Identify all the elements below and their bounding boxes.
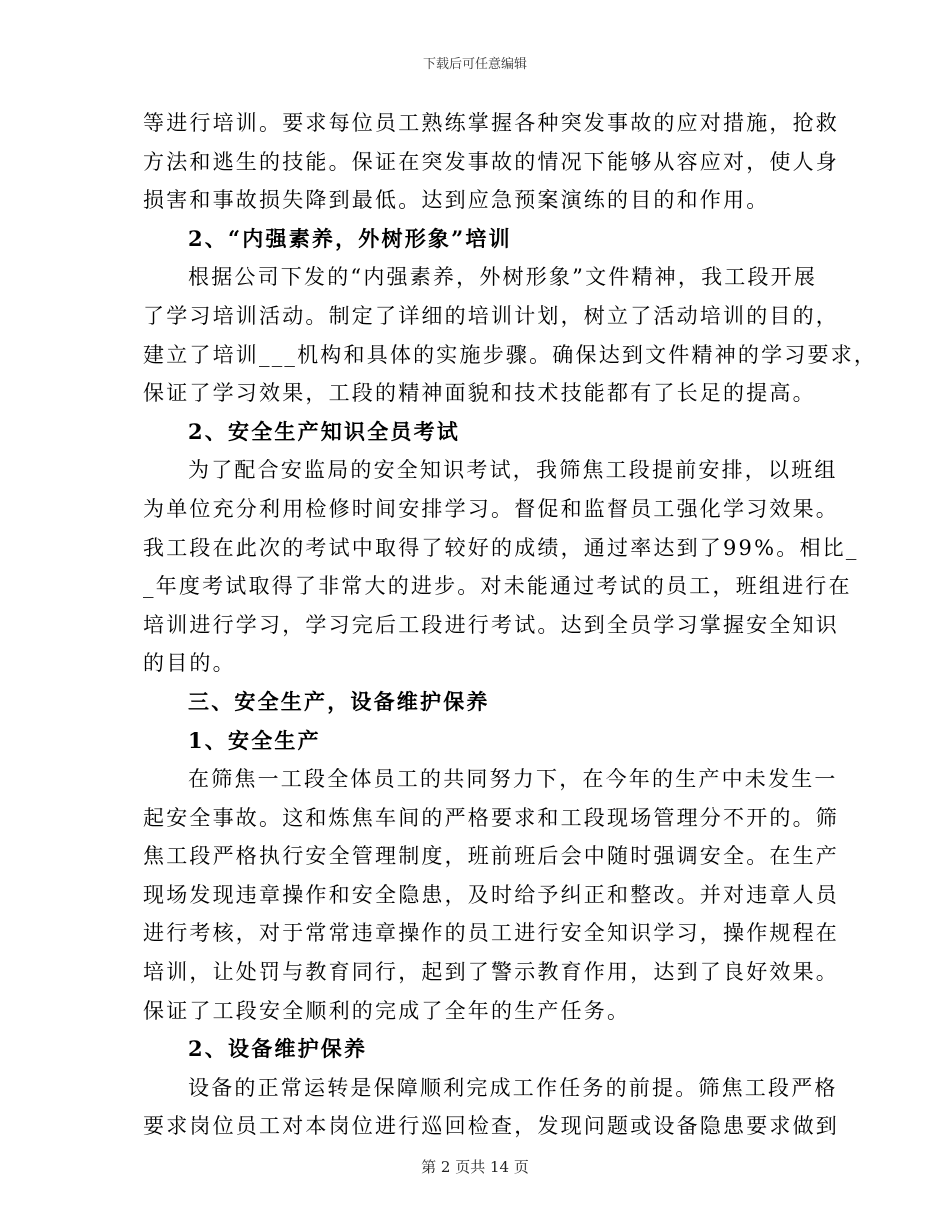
paragraph-line: 现场发现违章操作和安全隐患，及时给予纠正和整改。并对违章人员 <box>143 882 839 907</box>
paragraph-line: 的目的。 <box>143 651 236 676</box>
paragraph-line: 培训进行学习，学习完后工段进行考试。达到全员学习掌握安全知识 <box>143 612 839 637</box>
paragraph-line: 进行考核，对于常常违章操作的员工进行安全知识学习，操作规程在 <box>143 921 839 946</box>
paragraph-line: 起安全事故。这和炼焦车间的严格要求和工段现场管理分不开的。筛 <box>143 805 839 830</box>
section-heading: 2、安全生产知识全员考试 <box>188 418 461 444</box>
paragraph-line: 保证了学习效果，工段的精神面貌和技术技能都有了长足的提高。 <box>143 381 816 406</box>
section-heading: 三、安全生产，设备维护保养 <box>188 688 490 714</box>
paragraph-line: 要求岗位员工对本岗位进行巡回检查，发现问题或设备隐患要求做到 <box>143 1114 839 1139</box>
paragraph-line: 在筛焦一工段全体员工的共同努力下，在今年的生产中未发生一 <box>188 767 838 792</box>
paragraph-line: 培训，让处罚与教育同行，起到了警示教育作用，达到了良好效果。 <box>143 960 839 985</box>
section-heading: 1、安全生产 <box>188 727 321 753</box>
page-number: 第 2 页共 14 页 <box>421 1158 529 1176</box>
paragraph-line: _年度考试取得了非常大的进步。对未能通过考试的员工，班组进行在 <box>143 574 852 599</box>
paragraph-line: 保证了工段安全顺利的完成了全年的生产任务。 <box>143 998 631 1023</box>
paragraph-line: 为单位充分利用检修时间安排学习。督促和监督员工强化学习效果。 <box>143 496 839 521</box>
paragraph-line: 损害和事故损失降到最低。达到应急预案演练的目的和作用。 <box>143 188 770 213</box>
paragraph-line: 建立了培训___机构和具体的实施步骤。确保达到文件精神的学习要求， <box>143 342 878 367</box>
paragraph-line: 为了配合安监局的安全知识考试，我筛焦工段提前安排，以班组 <box>188 458 838 483</box>
paragraph-line: 设备的正常运转是保障顺利完成工作任务的前提。筛焦工段严格 <box>188 1075 838 1100</box>
document-body <box>143 104 878 1146</box>
paragraph-line: 根据公司下发的“内强素养，外树形象”文件精神，我工段开展 <box>188 265 818 290</box>
paragraph-line: 焦工段严格执行安全管理制度，班前班后会中随时强调安全。在生产 <box>143 844 839 869</box>
section-heading: 2、设备维护保养 <box>188 1036 368 1062</box>
paragraph-line: 了学习培训活动。制定了详细的培训计划，树立了活动培训的目的， <box>143 303 839 328</box>
paragraph-line: 等进行培训。要求每位员工熟练掌握各种突发事故的应对措施，抢救 <box>143 111 839 135</box>
paragraph-line: 我工段在此次的考试中取得了较好的成绩，通过率达到了99%。相比_ <box>143 535 859 560</box>
paragraph-line: 方法和逃生的技能。保证在突发事故的情况下能够从容应对，使人身 <box>143 149 839 174</box>
section-heading: 2、“内强素养，外树形象”培训 <box>188 225 512 251</box>
page-header: 下载后可任意编辑 <box>422 57 527 72</box>
